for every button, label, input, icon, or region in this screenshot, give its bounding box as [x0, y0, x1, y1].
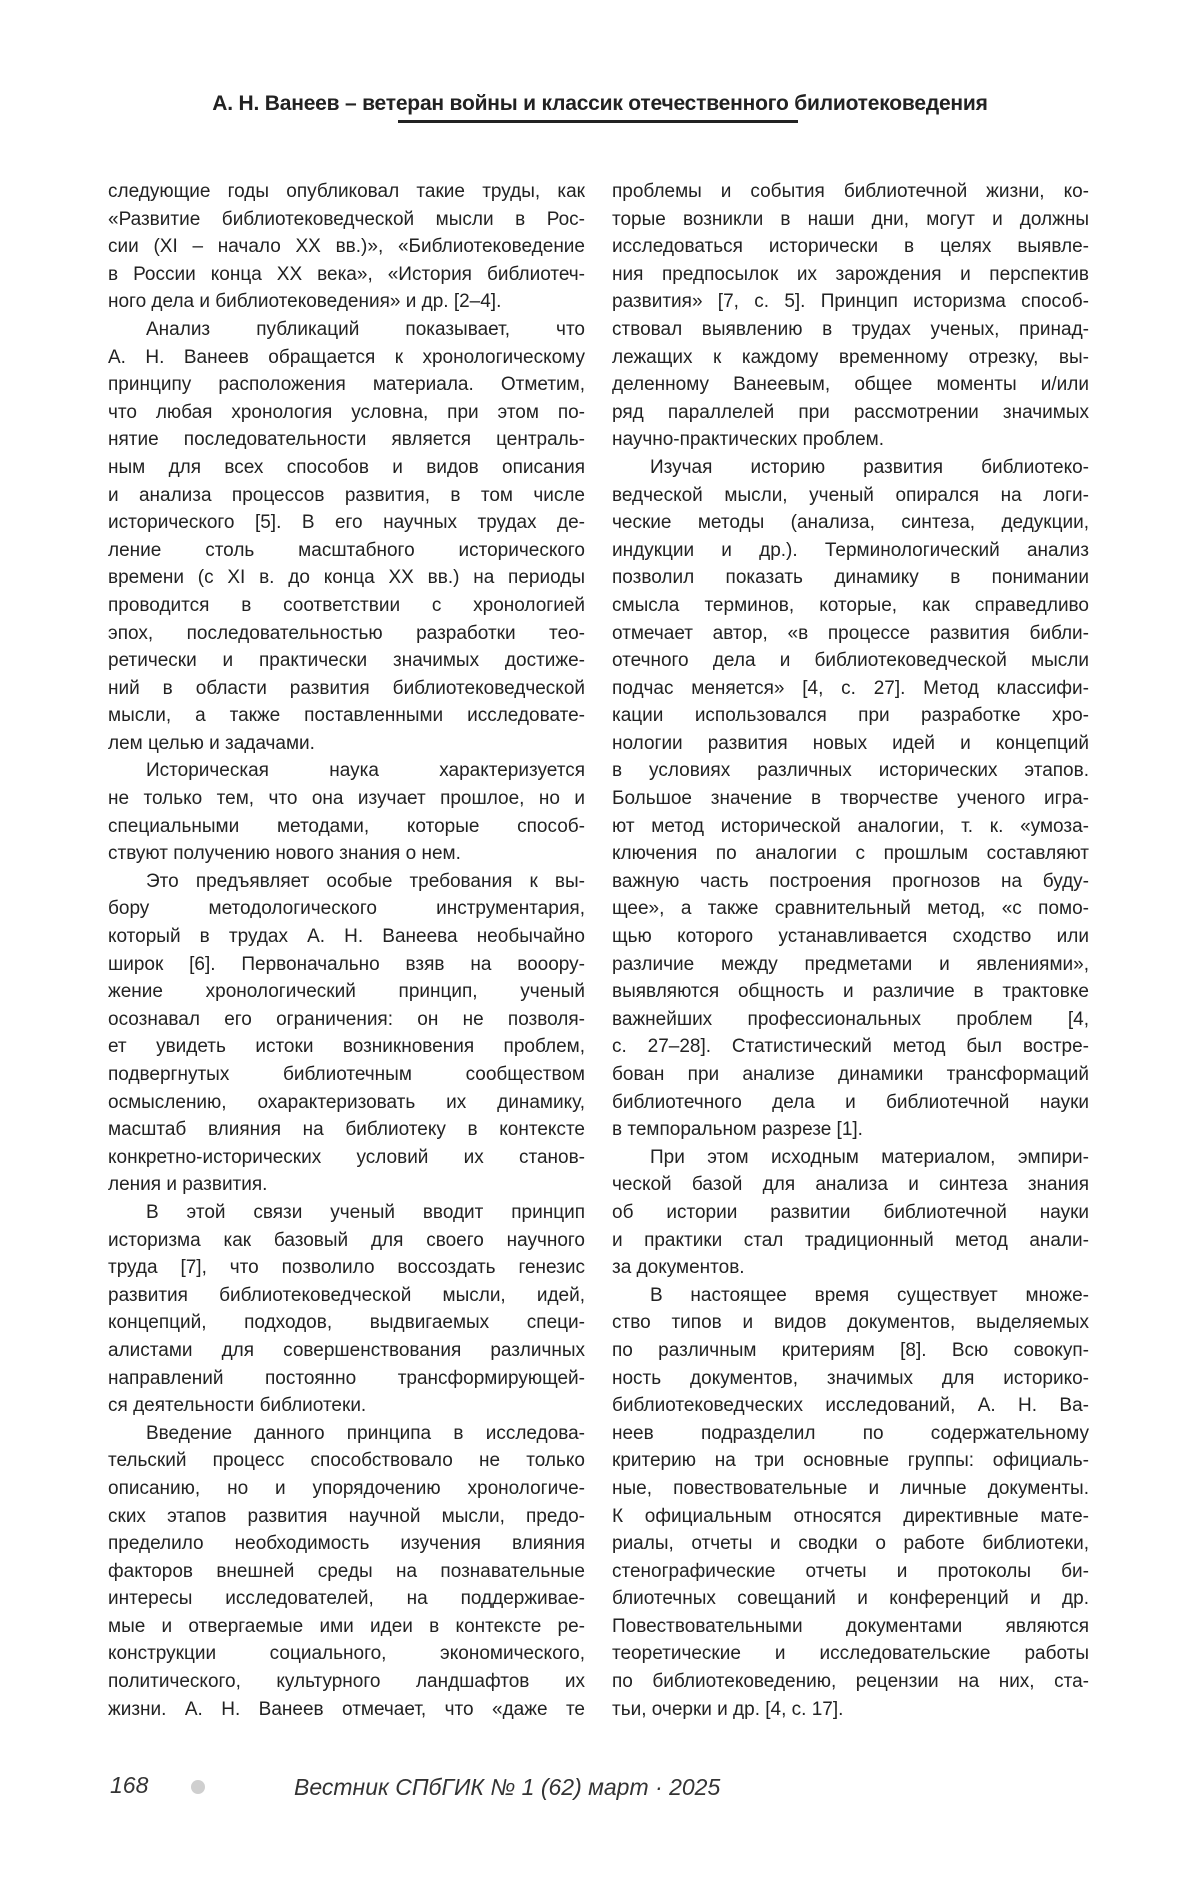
text-line: теоретические и исследовательские работы — [612, 1643, 1089, 1665]
text-line: развития» [7, с. 5]. Принцип историзма способ- — [612, 291, 1089, 313]
text-line: В настоящее время существует множе- — [650, 1284, 1089, 1306]
text-line: отмечает автор, «в процессе развития библи- — [612, 622, 1089, 644]
text-line: библиотечного дела и библиотечной науки — [612, 1091, 1089, 1113]
text-line: деленному Ванеевым, общее моменты и/или — [612, 374, 1089, 396]
text-line: различие между предметами и явлениями», — [612, 953, 1089, 975]
text-line: тьи, очерки и др. [4, с. 17]. — [612, 1698, 844, 1720]
text-line: по библиотековедению, рецензии на них, ста- — [612, 1671, 1089, 1693]
text-line: научно-практических проблем. — [612, 429, 885, 451]
text-line: с. 27–28]. Статистический метод был востре- — [612, 1036, 1089, 1058]
text-line: исторического [5]. В его научных трудах де- — [108, 512, 585, 534]
text-line: библиотековедческих исследований, А. Н. Ва- — [612, 1395, 1089, 1417]
text-line: Изучая историю развития библиотеко- — [650, 456, 1089, 478]
text-line: исследоваться исторически в целях выявле- — [612, 236, 1089, 258]
text-line: осмыслению, охарактеризовать их динамику, — [108, 1091, 585, 1113]
text-line: Повествовательными документами являются — [612, 1615, 1089, 1637]
text-line: К официальным относятся директивные мате- — [612, 1505, 1089, 1527]
text-line: по различным критериям [8]. Всю совокуп- — [612, 1339, 1089, 1361]
text-line: принципу расположения материала. Отметим, — [108, 374, 585, 396]
text-line: в темпоральном разрезе [1]. — [612, 1119, 863, 1141]
text-line: развития библиотековедческой мысли, идей, — [108, 1284, 585, 1306]
dot-separator-icon — [191, 1780, 205, 1794]
text-line: ного дела и библиотековедения» и др. [2–4]. — [108, 291, 502, 313]
text-line: политического, культурного ландшафтов их — [108, 1671, 585, 1693]
text-line: алистами для совершенствования различных — [108, 1339, 585, 1361]
text-line: торые возникли в наши дни, могут и должны — [612, 208, 1089, 230]
journal-issue: Вестник СПбГИК № 1 (62) март · 2025 — [294, 1774, 721, 1800]
text-line: мые и отвергаемые ими идеи в контексте ре- — [108, 1615, 585, 1637]
text-line: блиотечных совещаний и конференций и др. — [612, 1588, 1089, 1610]
paragraph — [612, 454, 1089, 1144]
paragraph — [108, 1199, 585, 1420]
text-line: широк [6]. Первоначально взяв на вооору- — [108, 953, 585, 975]
text-line: позволил показать динамику в понимании — [612, 567, 1089, 589]
text-line: ет увидеть истоки возникновения проблем, — [108, 1036, 585, 1058]
text-line: риалы, отчеты и сводки о работе библиотеки, — [612, 1533, 1089, 1555]
text-line: ся деятельности библиотеки. — [108, 1395, 367, 1417]
text-line: щее», а также сравнительный метод, «с помо- — [612, 898, 1089, 920]
text-line: жение хронологический принцип, ученый — [108, 981, 585, 1003]
text-line: В этой связи ученый вводит принцип — [146, 1201, 585, 1223]
text-line: важную часть построения прогнозов на буду- — [612, 870, 1089, 892]
text-line: лем целью и задачами. — [108, 732, 315, 754]
text-line: Анализ публикаций показывает, что — [146, 318, 585, 340]
text-line: ные, повествовательные и личные документы. — [612, 1477, 1089, 1499]
text-line: Введение данного принципа в исследова- — [146, 1422, 585, 1444]
text-line: смысла терминов, которые, как справедливо — [612, 594, 1089, 616]
text-line: стенографические отчеты и протоколы би- — [612, 1560, 1089, 1582]
text-line: ческой базой для анализа и синтеза знания — [612, 1174, 1089, 1196]
text-line: тельский процесс способствовало не только — [108, 1450, 585, 1472]
header-underline — [398, 120, 798, 123]
text-line: осознавал его ограничения: он не позволя- — [108, 1008, 585, 1030]
text-line: специальными методами, которые способ- — [108, 815, 585, 837]
text-line: ствовал выявлению в трудах ученых, принад- — [612, 318, 1089, 340]
text-line: подчас меняется» [4, с. 27]. Метод классифи- — [612, 677, 1089, 699]
paragraph — [612, 1144, 1089, 1282]
text-line: описанию, но и упорядочению хронологиче- — [108, 1477, 585, 1499]
text-line: щью которого устанавливается сходство или — [612, 926, 1089, 948]
text-line: ют метод исторической аналогии, т. к. «умоза- — [612, 815, 1089, 837]
text-line: в условиях различных исторических этапов. — [612, 760, 1089, 782]
text-line: за документов. — [612, 1257, 745, 1279]
text-line: следующие годы опубликовал такие труды, как — [108, 181, 585, 202]
text-line: ным для всех способов и видов описания — [108, 456, 585, 478]
text-line: Историческая наука характеризуется — [146, 760, 585, 782]
text-line: критерию на три основные группы: официаль- — [612, 1450, 1089, 1472]
text-column-left — [108, 178, 585, 1723]
text-line: который в трудах А. Н. Ванеева необычайно — [108, 926, 585, 948]
paragraph — [612, 178, 1089, 454]
text-line: нологии развития новых идей и концепций — [612, 732, 1089, 754]
text-line: факторов внешней среды на познавательные — [108, 1560, 585, 1582]
text-line: интересы исследователей, на поддерживае- — [108, 1588, 585, 1610]
paragraph — [108, 1420, 585, 1724]
text-line: направлений постоянно трансформирующей- — [108, 1367, 585, 1389]
text-line: Это предъявляет особые требования к вы- — [146, 870, 585, 892]
text-line: масштаб влияния на библиотеку в контексте — [108, 1119, 585, 1141]
text-line: что любая хронология условна, при этом по- — [108, 401, 585, 423]
text-line: сии (XI – начало XX вв.)», «Библиотековедение — [108, 236, 585, 258]
text-line: Большое значение в творчестве ученого игра- — [612, 788, 1089, 810]
text-line: бору методологического инструментария, — [108, 898, 585, 920]
text-line: конструкции социального, экономического, — [108, 1643, 585, 1665]
text-line: в России конца XX века», «История библиотеч- — [108, 263, 585, 285]
text-line: проблемы и события библиотечной жизни, ко- — [612, 181, 1089, 202]
paragraph — [612, 1282, 1089, 1724]
text-line: проводится в соответствии с хронологией — [108, 594, 585, 616]
text-line: ряд параллелей при рассмотрении значимых — [612, 401, 1089, 423]
text-line: мысли, а также поставленными исследовате- — [108, 705, 585, 727]
text-line: и практики стал традиционный метод анали- — [612, 1229, 1089, 1251]
text-line: и анализа процессов развития, в том числе — [108, 484, 585, 506]
text-line: «Развитие библиотековедческой мысли в Рос- — [108, 208, 585, 230]
text-line: об истории развитии библиотечной науки — [612, 1201, 1089, 1223]
text-line: ствуют получению нового знания о нем. — [108, 843, 461, 865]
text-line: ческие методы (анализа, синтеза, дедукции, — [612, 512, 1089, 534]
text-line: ления и развития. — [108, 1174, 268, 1196]
text-line: нятие последовательности является централь- — [108, 429, 585, 451]
text-line: ний в области развития библиотековедческой — [108, 677, 585, 699]
text-line: ретически и практически значимых достиже- — [108, 650, 585, 672]
text-line: концепций, подходов, выдвигаемых специ- — [108, 1312, 585, 1334]
text-line: важнейших профессиональных проблем [4, — [612, 1008, 1089, 1030]
page-number: 168 — [110, 1772, 149, 1798]
text-column-right — [612, 178, 1089, 1723]
text-line: При этом исходным материалом, эмпири- — [650, 1146, 1089, 1168]
paragraph — [108, 868, 585, 1199]
text-line: конкретно-исторических условий их станов- — [108, 1146, 585, 1168]
text-line: ния предпосылок их зарождения и перспектив — [612, 263, 1089, 285]
running-header: А. Н. Ванеев – ветеран войны и классик отечественного билиотековедения — [212, 92, 988, 115]
text-line: труда [7], что позволило воссоздать генезис — [108, 1257, 585, 1279]
paragraph — [108, 178, 585, 316]
text-line: времени (с XI в. до конца XX вв.) на периоды — [108, 567, 585, 589]
text-line: историзма как базовый для своего научного — [108, 1229, 585, 1251]
text-line: ведческой мысли, ученый опирался на логи- — [612, 484, 1089, 506]
text-line: ность документов, значимых для историко- — [612, 1367, 1089, 1389]
text-line: жизни. А. Н. Ванеев отмечает, что «даже те — [108, 1698, 585, 1720]
text-line: индукции и др.). Терминологический анализ — [612, 539, 1089, 561]
text-line: эпох, последовательностью разработки тео- — [108, 622, 585, 644]
text-line: неев подразделил по содержательному — [612, 1422, 1089, 1444]
text-line: бован при анализе динамики трансформаций — [612, 1064, 1089, 1085]
paragraph — [108, 757, 585, 867]
text-line: пределило необходимость изучения влияния — [108, 1533, 585, 1555]
text-line: ских этапов развития научной мысли, предо- — [108, 1505, 585, 1527]
paragraph — [108, 316, 585, 758]
text-line: подвергнутых библиотечным сообществом — [108, 1064, 585, 1085]
text-line: ключения по аналогии с прошлым составляют — [612, 843, 1089, 865]
page-footer — [0, 1772, 1200, 1812]
text-line: отечного дела и библиотековедческой мысли — [612, 650, 1089, 672]
text-line: не только тем, что она изучает прошлое, но и — [108, 788, 585, 810]
text-line: ление столь масштабного исторического — [108, 539, 585, 561]
text-line: выявляются общность и различие в трактовке — [612, 981, 1089, 1003]
text-line: кации использовался при разработке хро- — [612, 705, 1089, 727]
text-line: А. Н. Ванеев обращается к хронологическому — [108, 346, 585, 368]
text-line: ство типов и видов документов, выделяемых — [612, 1312, 1089, 1334]
text-line: лежащих к каждому временному отрезку, вы- — [612, 346, 1089, 368]
